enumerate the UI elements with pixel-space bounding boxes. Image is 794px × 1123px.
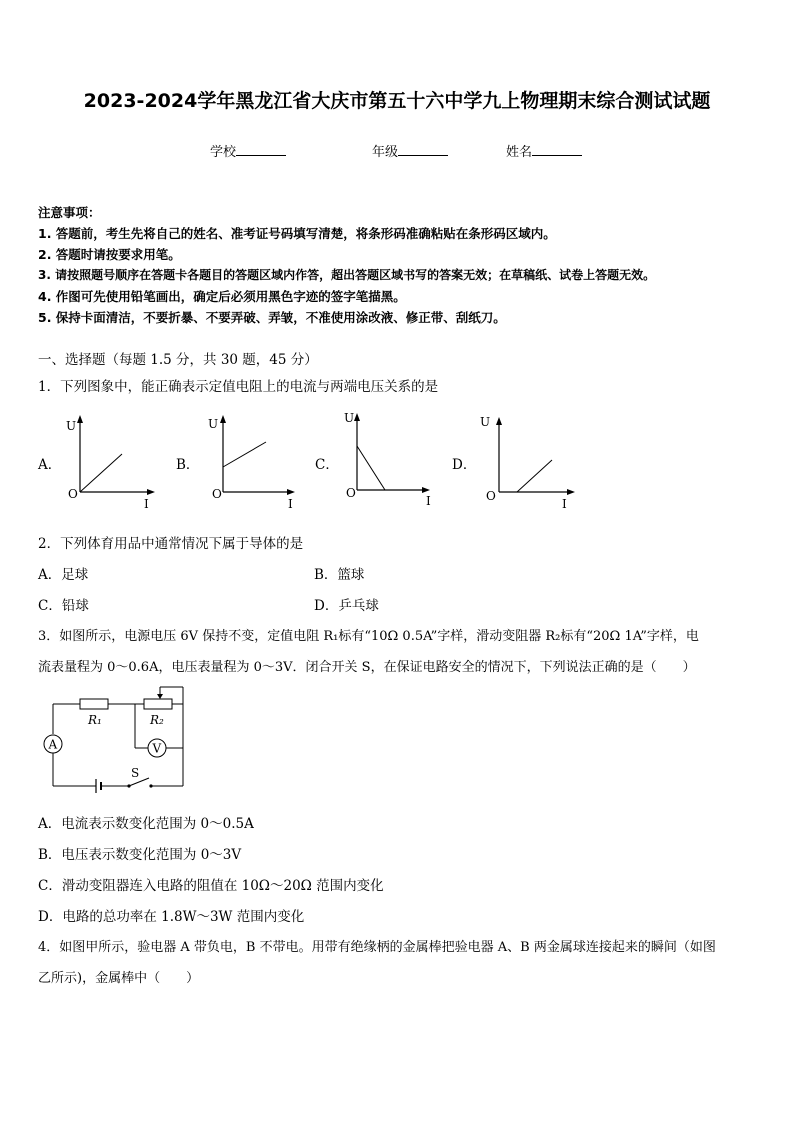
- q3-option-c: C．滑动变阻器连入电路的阻值在 10Ω～20Ω 范围内变化: [38, 878, 384, 894]
- school-label: 学校: [210, 145, 237, 160]
- origin-label: O: [346, 486, 356, 500]
- school-field: [210, 141, 286, 160]
- q2-option-c: C．铅球: [38, 598, 89, 614]
- school-blank: [236, 143, 286, 156]
- q1-graph-a: [60, 412, 160, 512]
- note-item: 3. 请按照题号顺序在答题卡各题目的答题区域内作答，超出答题区域书写的答案无效；在草稿纸、试卷上答题无效。: [38, 268, 656, 282]
- question-3-stem-line1: 3．如图所示，电源电压 6V 保持不变，定值电阻 R₁标有“10Ω 0.5A”字样，滑动变阻器 R₂标有“20Ω 1A”字样，电: [38, 629, 699, 644]
- axis-i-label: I: [144, 497, 149, 511]
- q1-graph-c: [330, 408, 440, 508]
- q3-option-d: D．电路的总功率在 1.8W～3W 范围内变化: [38, 909, 305, 925]
- q3-option-b: B．电压表示数变化范围为 0～3V: [38, 847, 242, 863]
- note-item: 2. 答题时请按要求用笔。: [38, 247, 181, 262]
- q2-option-d: D．乒乓球: [314, 598, 379, 614]
- axis-i-label: I: [562, 497, 567, 511]
- q1-option-a-label: A．: [38, 457, 62, 473]
- grade-label: 年级: [372, 145, 399, 160]
- axis-i-label: I: [426, 494, 431, 508]
- grade-blank: [398, 143, 448, 156]
- name-blank: [532, 143, 582, 156]
- axis-u-label: U: [344, 411, 355, 425]
- r1-label: R₁: [88, 713, 102, 727]
- axis-i-label: I: [288, 497, 293, 511]
- q1-option-d-label: D．: [452, 457, 477, 473]
- note-item: 4. 作图可先使用铅笔画出，确定后必须用黑色字迹的签字笔描黑。: [38, 289, 406, 304]
- axis-u-label: U: [66, 419, 77, 433]
- r1-resistor: [80, 699, 108, 709]
- note-item: 5. 保持卡面清洁，不要折暴、不要弄破、弄皱，不准使用涂改液、修正带、刮纸刀。: [38, 310, 506, 325]
- q1-option-c-label: C．: [315, 457, 339, 473]
- axis-u-label: U: [208, 417, 219, 431]
- axis-u-label: U: [480, 415, 491, 429]
- q3-option-a: A．电流表示数变化范围为 0～0.5A: [38, 816, 254, 832]
- question-4-stem-line2: 乙所示)，金属棒中（ ）: [38, 971, 200, 986]
- q3-circuit-diagram: [38, 682, 198, 794]
- r2-label: R₂: [150, 713, 164, 727]
- q1-graph-b: [198, 412, 298, 512]
- origin-label: O: [486, 489, 496, 503]
- grade-field: [372, 141, 448, 160]
- question-2-stem: 2．下列体育用品中通常情况下属于导体的是: [38, 536, 304, 552]
- voltmeter-label: V: [152, 741, 162, 756]
- page-title: 2023-2024学年黑龙江省大庆市第五十六中学九上物理期末综合测试试题: [83, 90, 711, 112]
- question-3-stem-line2: 流表量程为 0～0.6A，电压表量程为 0～3V．闭合开关 S，在保证电路安全的情况下，下列说法正确的是（ ）: [38, 660, 696, 675]
- q1-graph-d: [472, 412, 582, 512]
- origin-label: O: [68, 487, 78, 501]
- r2-rheostat: [144, 699, 172, 709]
- name-label: 姓名: [506, 145, 533, 160]
- q1-option-b-label: B．: [176, 457, 200, 473]
- origin-label: O: [212, 487, 222, 501]
- q2-option-b: B．篮球: [314, 567, 365, 583]
- question-1-stem: 1．下列图象中，能正确表示定值电阻上的电流与两端电压关系的是: [38, 379, 439, 395]
- section-heading: 一、选择题（每题 1.5 分，共 30 题，45 分）: [38, 352, 318, 368]
- note-item: 1. 答题前，考生先将自己的姓名、准考证号码填写清楚，将条形码准确粘贴在条形码区域内。: [38, 226, 556, 241]
- notes-title: 注意事项：: [38, 205, 101, 220]
- ammeter-label: A: [48, 737, 58, 752]
- name-field: [506, 141, 582, 160]
- question-4-stem-line1: 4．如图甲所示，验电器 A 带负电，B 不带电。用带有绝缘柄的金属棒把验电器 A、B 两金属球连接起来的瞬间（如图: [38, 940, 716, 955]
- switch-label: S: [131, 766, 140, 780]
- q2-option-a: A．足球: [38, 567, 89, 583]
